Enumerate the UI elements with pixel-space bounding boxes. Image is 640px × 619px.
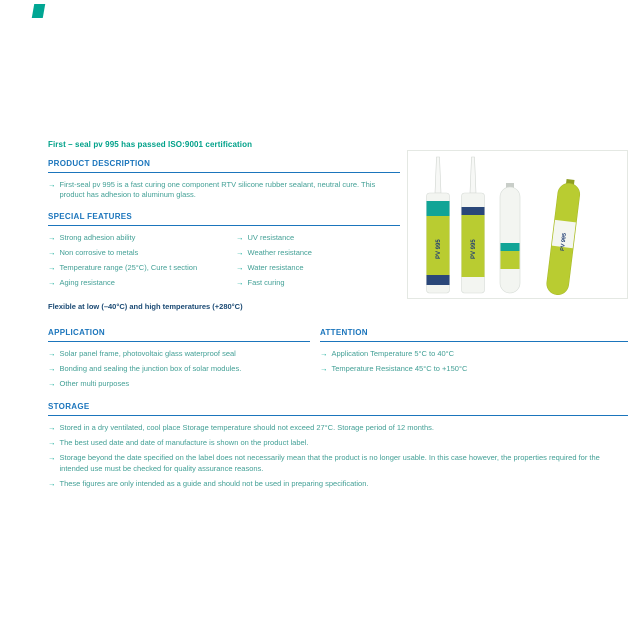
application-attention-row bbox=[48, 328, 628, 394]
section-special-features bbox=[48, 212, 400, 312]
special-features-heading: SPECIAL FEATURES bbox=[48, 212, 400, 226]
storage-item bbox=[48, 423, 628, 433]
arrow-icon: → bbox=[48, 179, 56, 189]
application-item bbox=[48, 379, 310, 389]
arrow-icon: → bbox=[48, 379, 56, 389]
feature-text: Fast curing bbox=[247, 278, 285, 288]
application-item bbox=[48, 364, 310, 374]
storage-text: The best used date and date of manufacture is shown on the product label. bbox=[59, 438, 309, 448]
arrow-icon: → bbox=[48, 438, 56, 448]
arrow-icon: → bbox=[236, 232, 244, 242]
feature-item bbox=[48, 233, 236, 243]
arrow-icon: → bbox=[48, 478, 56, 488]
arrow-icon: → bbox=[48, 364, 56, 374]
product-cartridges-illustration bbox=[408, 151, 627, 298]
feature-item bbox=[236, 248, 400, 258]
arrow-icon: → bbox=[48, 232, 56, 242]
arrow-icon: → bbox=[320, 349, 328, 359]
brand-corner-mark bbox=[32, 4, 45, 18]
product-image bbox=[407, 150, 628, 299]
cartridge-label-text: PV 995 bbox=[436, 239, 442, 259]
feature-text: Water resistance bbox=[247, 262, 304, 272]
storage-text: Stored in a dry ventilated, cool place Storage temperature should not exceed 27°C. Storage period of 12 months. bbox=[59, 423, 434, 433]
feature-item bbox=[236, 233, 400, 243]
attention-heading: ATTENTION bbox=[320, 328, 628, 342]
feature-text: Weather resistance bbox=[247, 247, 312, 257]
sausage-pack-white bbox=[500, 183, 520, 293]
application-text: Solar panel frame, photovoltaic glass waterproof seal bbox=[59, 349, 236, 359]
arrow-icon: → bbox=[236, 278, 244, 288]
feature-item bbox=[48, 263, 236, 273]
feature-text: Strong adhesion ability bbox=[59, 232, 136, 242]
flexibility-note: Flexible at low (–40°C) and high temperatures (+280°C) bbox=[48, 302, 243, 312]
special-features-columns bbox=[48, 233, 400, 294]
feature-text: Aging resistance bbox=[59, 278, 115, 288]
section-product-description bbox=[48, 159, 400, 200]
feature-item bbox=[236, 278, 400, 288]
sausage-label-text: PV 995 bbox=[559, 232, 568, 252]
arrow-icon: → bbox=[48, 349, 56, 359]
application-item bbox=[48, 349, 310, 359]
application-text: Bonding and sealing the junction box of solar modules. bbox=[59, 364, 242, 374]
feature-text: Non corrosive to metals bbox=[59, 247, 139, 257]
section-attention bbox=[320, 328, 628, 394]
cartridge-1 bbox=[427, 157, 450, 293]
storage-item bbox=[48, 438, 628, 448]
arrow-icon: → bbox=[48, 262, 56, 272]
sausage-pack-green bbox=[546, 178, 582, 296]
attention-item bbox=[320, 349, 628, 359]
cartridge-2 bbox=[462, 157, 485, 293]
cartridge-label-text: PV 995 bbox=[471, 239, 477, 259]
product-description-heading: PRODUCT DESCRIPTION bbox=[48, 159, 400, 173]
arrow-icon: → bbox=[320, 364, 328, 374]
feature-item bbox=[48, 248, 236, 258]
storage-text: Storage beyond the date specified on the label does not necessarily mean that the product is no longer usable. In this case however, the properties required for the intended use must be checked for quality assurance reasons. bbox=[59, 453, 600, 473]
attention-text: Application Temperature 5°C to 40°C bbox=[331, 349, 455, 359]
storage-text: These figures are only intended as a guide and should not be used in preparing specification. bbox=[59, 478, 369, 488]
arrow-icon: → bbox=[48, 247, 56, 257]
section-storage bbox=[48, 402, 628, 488]
special-features-right-column bbox=[236, 233, 400, 294]
arrow-icon: → bbox=[236, 262, 244, 272]
arrow-icon: → bbox=[48, 453, 56, 463]
product-description-text: First-seal pv 995 is a fast curing one component RTV silicone rubber sealant, neutral cure. This product has adhesion to aluminum glass. bbox=[59, 179, 376, 199]
application-text: Other multi purposes bbox=[59, 379, 130, 389]
product-description-bullet bbox=[48, 180, 400, 200]
feature-item bbox=[48, 278, 236, 288]
special-features-left-column bbox=[48, 233, 236, 294]
storage-heading: STORAGE bbox=[48, 402, 628, 416]
section-application bbox=[48, 328, 310, 394]
feature-text: UV resistance bbox=[247, 232, 295, 242]
arrow-icon: → bbox=[48, 423, 56, 433]
feature-item bbox=[236, 263, 400, 273]
arrow-icon: → bbox=[48, 278, 56, 288]
storage-item bbox=[48, 453, 628, 473]
application-heading: APPLICATION bbox=[48, 328, 310, 342]
feature-text: Temperature range (25°C), Cure t section bbox=[59, 262, 198, 272]
attention-text: Temperature Resistance 45°C to +150°C bbox=[331, 364, 468, 374]
storage-item bbox=[48, 479, 628, 489]
arrow-icon: → bbox=[236, 247, 244, 257]
attention-item bbox=[320, 364, 628, 374]
page-title: First – seal pv 995 has passed ISO:9001 certification bbox=[48, 140, 253, 149]
